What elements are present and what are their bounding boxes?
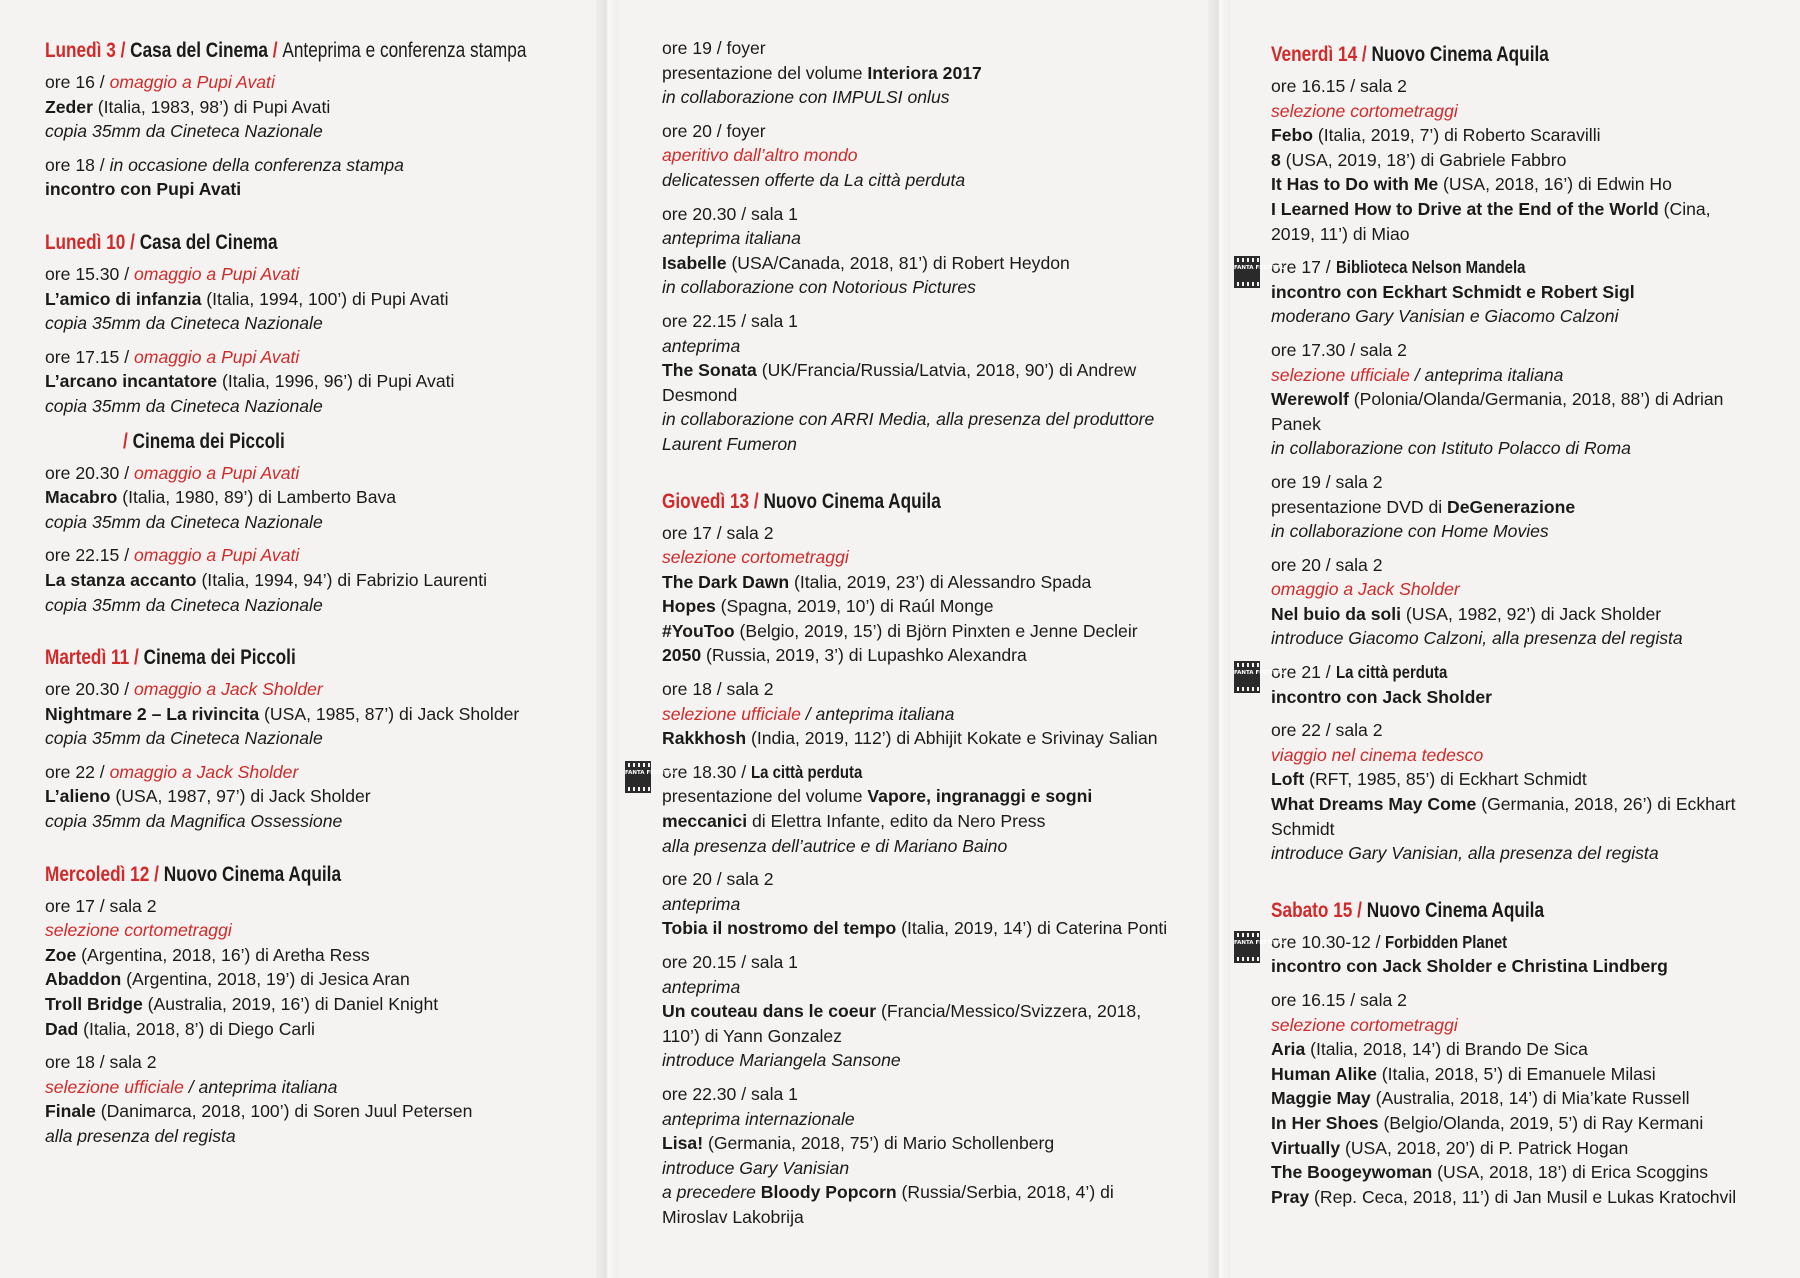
film-line: La stanza accanto (Italia, 1994, 94’) di Fabrizio Laurenti xyxy=(45,569,488,590)
event-note: moderano Gary Vanisian e Giacomo Calzoni xyxy=(1271,306,1619,327)
film-title: Abaddon xyxy=(45,969,122,990)
film-line: Dad (Italia, 2018, 8’) di Diego Carli xyxy=(45,1018,315,1039)
film-line: 2050 (Russia, 2019, 3’) di Lupashko Alexandra xyxy=(662,645,1027,666)
film-line: Un couteau dans le coeur (Francia/Messico/Svizzera, 2018, xyxy=(662,1001,1142,1022)
event-tag: selezione ufficiale / anteprima italiana xyxy=(45,1076,338,1097)
day-heading: Venerdì 14 / Nuovo Cinema Aquila xyxy=(1271,43,1549,66)
venue-label: Forbidden Planet xyxy=(1385,931,1508,952)
film-title: In Her Shoes xyxy=(1271,1112,1379,1133)
event-title: incontro con Jack Sholder xyxy=(1271,686,1492,707)
film-line: Febo (Italia, 2019, 7’) di Roberto Scaravilli xyxy=(1271,125,1601,146)
day-label: Mercoledì 12 xyxy=(45,862,150,886)
film-line: The Boogeywoman (USA, 2018, 18’) di Erica Scoggins xyxy=(1271,1162,1709,1183)
venue-label: Cinema dei Piccoli xyxy=(132,429,285,453)
event-time: ore 22 / omaggio a Jack Sholder xyxy=(45,761,299,782)
film-line: Isabelle (USA/Canada, 2018, 81’) di Robert Heydon xyxy=(662,252,1070,273)
event-note: in collaborazione con Home Movies xyxy=(1271,521,1549,542)
film-line: Werewolf (Polonia/Olanda/Germania, 2018, 88’) di Adrian xyxy=(1271,389,1724,410)
event-tag: selezione cortometraggi xyxy=(1271,1014,1458,1035)
event-kind: anteprima internazionale xyxy=(662,1108,855,1129)
film-line: Lisa! (Germania, 2018, 75’) di Mario Schollenberg xyxy=(662,1133,1055,1154)
event-note: in collaborazione con ARRI Media, alla presenza del produttore xyxy=(662,409,1155,430)
event-time: ore 20.15 / sala 1 xyxy=(662,952,798,972)
film-line: What Dreams May Come (Germania, 2018, 26’) di Eckhart xyxy=(1271,794,1736,815)
film-title: Tobia il nostromo del tempo xyxy=(662,918,897,939)
venue-label: Nuovo Cinema Aquila xyxy=(763,489,941,513)
film-line: Virtually (USA, 2018, 20’) di P. Patrick Hogan xyxy=(1271,1137,1629,1158)
event-note: alla presenza dell’autrice e di Mariano Baino xyxy=(662,835,1008,856)
event-title: incontro con Jack Sholder e Christina Lindberg xyxy=(1271,956,1668,977)
film-line: 8 (USA, 2019, 18’) di Gabriele Fabbro xyxy=(1271,149,1567,170)
film-line: I Learned How to Drive at the End of the World (Cina, xyxy=(1271,198,1711,219)
festival-film-icon: FANTA FESTIVAL xyxy=(1234,256,1260,288)
film-info: 2019, 11’) di Miao xyxy=(1271,223,1410,244)
film-line: L’alieno (USA, 1987, 97’) di Jack Sholder xyxy=(45,786,371,807)
event-tag: omaggio a Pupi Avati xyxy=(134,263,300,284)
film-line: Nel buio da soli (USA, 1982, 92’) di Jack Sholder xyxy=(1271,603,1662,624)
film-info: 110’) di Yann Gonzalez xyxy=(662,1025,842,1046)
film-line: Pray (Rep. Ceca, 2018, 11’) di Jan Musil e Lukas Kratochvil xyxy=(1271,1186,1737,1207)
film-title: Human Alike xyxy=(1271,1063,1377,1084)
film-title: La stanza accanto xyxy=(45,569,197,590)
day-label: Venerdì 14 xyxy=(1271,43,1358,66)
film-title: Macabro xyxy=(45,487,118,508)
film-title: Pray xyxy=(1271,1186,1310,1207)
film-info: Schmidt xyxy=(1271,818,1335,839)
film-info: Miroslav Lakobrija xyxy=(662,1206,804,1227)
film-title: Bloody Popcorn xyxy=(760,1182,897,1203)
film-line: Finale (Danimarca, 2018, 100’) di Soren Juul Petersen xyxy=(45,1101,473,1122)
event-time: ore 16.15 / sala 2 xyxy=(1271,990,1407,1010)
event-time: ore 22.30 / sala 1 xyxy=(662,1083,798,1104)
film-title: 2050 xyxy=(662,645,702,666)
event-kind: anteprima xyxy=(662,893,741,914)
film-line: In Her Shoes (Belgio/Olanda, 2019, 5’) di Ray Kermani xyxy=(1271,1112,1704,1133)
film-title: Werewolf xyxy=(1271,389,1349,410)
film-title: Un couteau dans le coeur xyxy=(662,1001,877,1022)
day-heading: Martedì 11 / Cinema dei Piccoli xyxy=(45,646,296,670)
event-time: ore 18 / sala 2 xyxy=(45,1052,157,1073)
festival-film-icon: FANTA FESTIVAL xyxy=(625,761,651,793)
film-title: L’amico di infanzia xyxy=(45,288,202,309)
event-time: FANTA FESTIVAL ore 10.30-12 / Forbidden Planet xyxy=(1271,930,1781,955)
event-time: ore 17 / sala 2 xyxy=(45,895,157,916)
film-title: Virtually xyxy=(1271,1137,1341,1158)
event-kind: anteprima xyxy=(662,976,741,997)
film-line: Maggie May (Australia, 2018, 14’) di Mia’kate Russell xyxy=(1271,1088,1690,1109)
day-heading: Lunedì 10 / Casa del Cinema xyxy=(45,230,278,254)
film-title: Nightmare 2 – La rivincita xyxy=(45,703,260,724)
event-note: copia 35mm da Cineteca Nazionale xyxy=(45,395,323,416)
venue-label: Nuovo Cinema Aquila xyxy=(163,862,342,886)
event-time: ore 18 / sala 2 xyxy=(662,679,774,700)
day-heading: Mercoledì 12 / Nuovo Cinema Aquila xyxy=(45,862,342,886)
event-tag: aperitivo dall’altro mondo xyxy=(662,145,858,166)
film-title: I Learned How to Drive at the End of the World xyxy=(1271,198,1659,219)
film-info: Panek xyxy=(1271,413,1321,434)
film-line: Zoe (Argentina, 2018, 16’) di Aretha Ress xyxy=(45,944,370,965)
event-time: ore 15.30 / omaggio a Pupi Avati xyxy=(45,263,300,284)
film-title: Rakkhosh xyxy=(662,728,747,749)
event-description: presentazione del volume Interiora 2017 xyxy=(662,62,982,83)
event-note: introduce Gary Vanisian xyxy=(662,1157,850,1178)
film-info: Desmond xyxy=(662,384,738,405)
event-tag: selezione cortometraggi xyxy=(45,920,232,941)
event-time: ore 18 / in occasione della conferenza stampa xyxy=(45,154,404,175)
day-label: Giovedì 13 xyxy=(662,489,750,513)
event-time: ore 20 / sala 2 xyxy=(1271,554,1383,575)
event-tag: in occasione della conferenza stampa xyxy=(109,154,404,175)
film-line: Macabro (Italia, 1980, 89’) di Lamberto Bava xyxy=(45,487,397,508)
day-label: Sabato 15 xyxy=(1271,898,1353,922)
event-note: in collaborazione con Notorious Pictures xyxy=(662,277,976,298)
film-title: Nel buio da soli xyxy=(1271,603,1402,624)
film-line: Tobia il nostromo del tempo (Italia, 2019, 14’) di Caterina Ponti xyxy=(662,918,1168,939)
film-title: Zoe xyxy=(45,944,77,965)
event-time: ore 20.30 / sala 1 xyxy=(662,203,798,224)
event-tag: omaggio a Pupi Avati xyxy=(134,545,300,566)
event-tag: omaggio a Pupi Avati xyxy=(134,462,300,483)
venue-heading: / Cinema dei Piccoli xyxy=(123,429,285,453)
book-title: Interiora 2017 xyxy=(867,62,982,83)
event-description: meccanici di Elettra Infante, edito da Nero Press xyxy=(662,811,1046,832)
film-line: a precedere Bloody Popcorn (Russia/Serbia, 2018, 4’) di xyxy=(662,1182,1114,1203)
event-note: Laurent Fumeron xyxy=(662,433,797,454)
film-title: Finale xyxy=(45,1101,96,1122)
venue-label: Casa del Cinema xyxy=(139,230,278,254)
event-note: introduce Gary Vanisian, alla presenza del regista xyxy=(1271,843,1659,864)
event-note: copia 35mm da Cineteca Nazionale xyxy=(45,594,323,615)
day-label: Lunedì 3 xyxy=(45,39,116,62)
event-tag: omaggio a Pupi Avati xyxy=(134,346,300,367)
film-line: #YouToo (Belgio, 2019, 15’) di Björn Pinxten e Jenne Decleir xyxy=(662,620,1138,641)
film-line: Loft (RFT, 1985, 85’) di Eckhart Schmidt xyxy=(1271,769,1587,790)
event-time: ore 22 / sala 2 xyxy=(1271,720,1383,741)
event-time: FANTA FESTIVAL ore 18.30 / La città perduta xyxy=(662,760,1220,785)
event-description: presentazione DVD di DeGenerazione xyxy=(1271,496,1576,517)
event-note: copia 35mm da Cineteca Nazionale xyxy=(45,313,323,334)
event-title: incontro con Pupi Avati xyxy=(45,179,242,200)
film-line: Rakkhosh (India, 2019, 112’) di Abhijit Kokate e Srivinay Salian xyxy=(662,728,1158,749)
event-title: incontro con Eckhart Schmidt e Robert Sigl xyxy=(1271,281,1635,302)
event-tag: selezione ufficiale / anteprima italiana xyxy=(662,703,955,724)
schedule-column-1 xyxy=(45,0,605,1278)
event-note: delicatessen offerte da La città perduta xyxy=(662,169,966,190)
event-tag: omaggio a Pupi Avati xyxy=(109,72,275,92)
venue-label: La città perduta xyxy=(751,761,863,782)
event-time: ore 19 / sala 2 xyxy=(1271,471,1383,492)
venue-label: Casa del Cinema xyxy=(130,39,268,62)
film-line: L’amico di infanzia (Italia, 1994, 100’) di Pupi Avati xyxy=(45,288,449,309)
event-note: introduce Giacomo Calzoni, alla presenza del regista xyxy=(1271,628,1683,649)
venue-label: La città perduta xyxy=(1335,662,1447,683)
film-line: Zeder (Italia, 1983, 98’) di Pupi Avati xyxy=(45,96,331,117)
event-time: ore 17.30 / sala 2 xyxy=(1271,339,1407,360)
venue-label: Nuovo Cinema Aquila xyxy=(1371,43,1549,66)
dvd-title: DeGenerazione xyxy=(1447,496,1576,517)
event-time: ore 20.30 / omaggio a Jack Sholder xyxy=(45,679,323,700)
event-note: copia 35mm da Cineteca Nazionale xyxy=(45,511,323,532)
film-title: Dad xyxy=(45,1018,79,1039)
schedule-column-3 xyxy=(1234,0,1781,1278)
event-time: FANTA FESTIVAL ore 21 / La città perduta xyxy=(1271,660,1781,685)
film-title: 8 xyxy=(1271,149,1281,170)
film-line: Aria (Italia, 2018, 14’) di Brando De Sica xyxy=(1271,1039,1588,1060)
event-time: ore 20.30 / omaggio a Pupi Avati xyxy=(45,462,300,483)
film-title: The Dark Dawn xyxy=(662,571,790,592)
event-tag: omaggio a Jack Sholder xyxy=(109,761,299,782)
film-title: L’arcano incantatore xyxy=(45,371,218,392)
event-note: alla presenza del regista xyxy=(45,1126,236,1146)
day-heading: Sabato 15 / Nuovo Cinema Aquila xyxy=(1271,898,1545,922)
film-title: Aria xyxy=(1271,1039,1306,1060)
film-title: Febo xyxy=(1271,125,1314,146)
event-note: copia 35mm da Cineteca Nazionale xyxy=(45,728,323,749)
event-note: introduce Mariangela Sansone xyxy=(662,1050,901,1071)
event-tag: selezione ufficiale / anteprima italiana xyxy=(1271,364,1564,385)
event-note: copia 35mm da Cineteca Nazionale xyxy=(45,121,323,142)
event-time: ore 17.15 / omaggio a Pupi Avati xyxy=(45,346,300,367)
event-time: ore 22.15 / sala 1 xyxy=(662,310,798,331)
event-note: in collaborazione con Istituto Polacco di Roma xyxy=(1271,438,1631,459)
event-kind: anteprima italiana xyxy=(662,228,801,249)
event-note: in collaborazione con IMPULSI onlus xyxy=(662,87,950,108)
book-title: Vapore, ingranaggi e sogni xyxy=(867,786,1093,807)
film-title: Loft xyxy=(1271,769,1305,790)
film-title: The Sonata xyxy=(662,360,757,381)
event-time: ore 22.15 / omaggio a Pupi Avati xyxy=(45,545,300,566)
film-line: It Has to Do with Me (USA, 2018, 16’) di Edwin Ho xyxy=(1271,174,1672,195)
film-title: Troll Bridge xyxy=(45,994,143,1015)
film-line: Hopes (Spagna, 2019, 10’) di Raúl Monge xyxy=(662,596,994,617)
event-tag: omaggio a Jack Sholder xyxy=(134,679,323,700)
day-label: Martedì 11 xyxy=(45,646,130,670)
film-title: Maggie May xyxy=(1271,1088,1371,1109)
schedule-column-2 xyxy=(625,0,1220,1278)
film-title: Zeder xyxy=(45,96,93,117)
film-line: The Dark Dawn (Italia, 2019, 23’) di Alessandro Spada xyxy=(662,571,1092,592)
film-line: Abaddon (Argentina, 2018, 19’) di Jesica Aran xyxy=(45,969,410,990)
film-title: L’alieno xyxy=(45,786,111,807)
event-tag: viaggio nel cinema tedesco xyxy=(1271,744,1484,765)
film-title: It Has to Do with Me xyxy=(1271,174,1439,195)
event-tag: selezione cortometraggi xyxy=(1271,100,1458,121)
event-time: ore 16.15 / sala 2 xyxy=(1271,76,1407,96)
film-title: What Dreams May Come xyxy=(1271,794,1477,815)
event-time: ore 20 / sala 2 xyxy=(662,869,774,890)
venue-label: Nuovo Cinema Aquila xyxy=(1366,898,1545,922)
festival-film-icon: FANTA FESTIVAL xyxy=(1234,931,1260,963)
film-line: Nightmare 2 – La rivincita (USA, 1985, 87’) di Jack Sholder xyxy=(45,703,520,724)
venue-label: Cinema dei Piccoli xyxy=(143,646,296,670)
film-title: The Boogeywoman xyxy=(1271,1162,1433,1183)
film-title: Isabelle xyxy=(662,252,727,273)
event-kind: anteprima xyxy=(662,335,741,356)
day-heading: Lunedì 3 / Casa del Cinema / Anteprima e conferenza stampa xyxy=(45,39,527,62)
event-time: FANTA FESTIVAL ore 17 / Biblioteca Nelson Mandela xyxy=(1271,255,1781,280)
event-note: copia 35mm da Magnifica Ossessione xyxy=(45,811,343,832)
day-note: Anteprima e conferenza stampa xyxy=(282,39,527,62)
film-line: Troll Bridge (Australia, 2019, 16’) di Daniel Knight xyxy=(45,994,439,1015)
film-line: L’arcano incantatore (Italia, 1996, 96’) di Pupi Avati xyxy=(45,371,455,392)
event-time: ore 19 / foyer xyxy=(662,38,766,58)
event-tag: omaggio a Jack Sholder xyxy=(1271,579,1460,600)
film-title: Lisa! xyxy=(662,1133,704,1154)
venue-label: Biblioteca Nelson Mandela xyxy=(1335,257,1526,278)
day-label: Lunedì 10 xyxy=(45,230,126,254)
film-title: Hopes xyxy=(662,596,716,617)
day-heading: Giovedì 13 / Nuovo Cinema Aquila xyxy=(662,489,941,513)
event-time: ore 20 / foyer xyxy=(662,120,766,141)
event-time: ore 17 / sala 2 xyxy=(662,522,774,543)
event-tag: selezione cortometraggi xyxy=(662,547,849,568)
event-time: ore 16 / omaggio a Pupi Avati xyxy=(45,72,275,92)
film-title: #YouToo xyxy=(662,620,735,641)
film-line: The Sonata (UK/Francia/Russia/Latvia, 2018, 90’) di Andrew xyxy=(662,360,1137,381)
event-description: presentazione del volume Vapore, ingranaggi e sogni xyxy=(662,786,1093,807)
film-line: Human Alike (Italia, 2018, 5’) di Emanuele Milasi xyxy=(1271,1063,1656,1084)
festival-film-icon: FANTA FESTIVAL xyxy=(1234,661,1260,693)
